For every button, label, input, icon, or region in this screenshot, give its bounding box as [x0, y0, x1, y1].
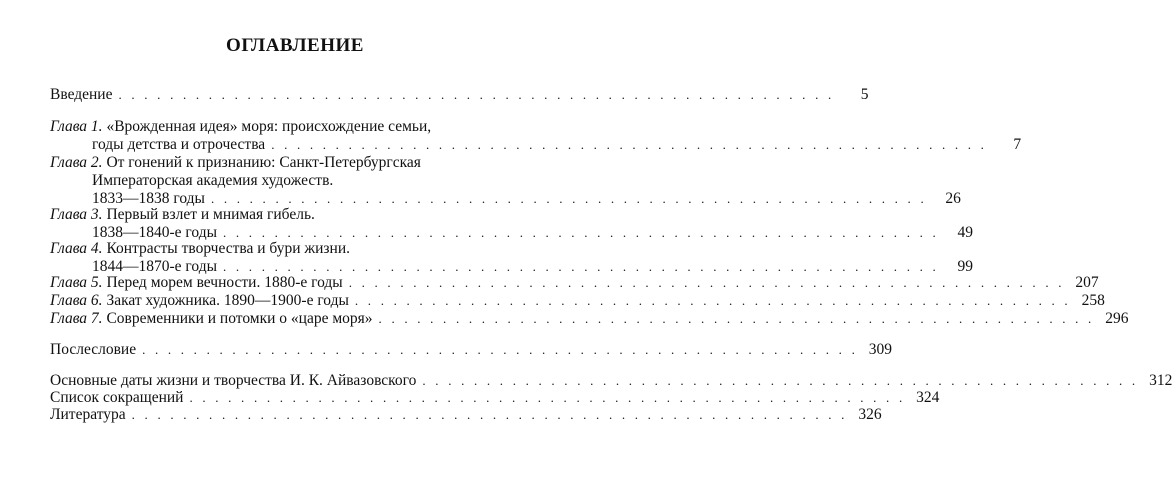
page-number: 26 — [945, 190, 961, 207]
page-number: 296 — [1105, 310, 1129, 327]
toc-entry-title-continued: 1833—1838 годы — [92, 190, 205, 207]
chapter-label: Глава 5. — [50, 274, 103, 291]
toc-entry-abbreviations[interactable] — [50, 389, 940, 407]
toc-entry-title: Контрасты творчества и бури жизни. — [106, 240, 350, 257]
toc-entry-title-continued: 1844—1870-е годы — [92, 258, 217, 275]
page-number: 326 — [858, 406, 882, 423]
dot-leader: . . . . . . . . . . . . . . . . . . . . . . . . . . . . . . . . . . . . . . . . . . . . . . . . . . . . . . . . — [348, 275, 1065, 290]
dot-leader: . . . . . . . . . . . . . . . . . . . . . . . . . . . . . . . . . . . . . . . . . . . . . . . . . . . . . . . . — [378, 311, 1095, 326]
toc-entry-title: «Врожденная идея» моря: происхождение семьи, — [106, 118, 432, 135]
page-number: 5 — [860, 86, 869, 103]
toc-entry-title: Перед морем вечности. 1880-е годы — [106, 274, 343, 291]
chapter-label: Глава 7. — [50, 310, 103, 327]
dot-leader: . . . . . . . . . . . . . . . . . . . . . . . . . . . . . . . . . . . . . . . . . . . . . . . . . . . . . . . . — [131, 407, 848, 422]
toc-entry-chapter-3[interactable] — [50, 206, 973, 242]
dot-leader: . . . . . . . . . . . . . . . . . . . . . . . . . . . . . . . . . . . . . . . . . . . . . . . . . . . . . . . . — [189, 390, 906, 405]
page-number: 258 — [1081, 292, 1105, 309]
dot-leader: . . . . . . . . . . . . . . . . . . . . . . . . . . . . . . . . . . . . . . . . . . . . . . . . . . . . . . . . — [118, 87, 835, 102]
dot-leader: . . . . . . . . . . . . . . . . . . . . . . . . . . . . . . . . . . . . . . . . . . . . . . . . . . . . . . . . — [142, 342, 859, 357]
toc-entry-chapter-6[interactable] — [50, 292, 1105, 310]
page-number: 99 — [957, 258, 973, 275]
chapter-label: Глава 2. — [50, 154, 103, 171]
toc-entry-literature[interactable] — [50, 406, 882, 424]
chapter-label: Глава 4. — [50, 240, 103, 257]
page-number: 7 — [1013, 136, 1022, 153]
page-title: ОГЛАВЛЕНИЕ — [226, 35, 364, 56]
toc-entry-chapter-4[interactable] — [50, 240, 973, 276]
page-number: 309 — [868, 341, 893, 358]
toc-entry-chapter-2[interactable] — [50, 154, 961, 208]
dot-leader: . . . . . . . . . . . . . . . . . . . . . . . . . . . . . . . . . . . . . . . . . . . . . . . . . . . . . . . . — [223, 225, 939, 240]
chapter-label: Глава 1. — [50, 118, 103, 135]
page-number: 49 — [957, 224, 973, 241]
dot-leader: . . . . . . . . . . . . . . . . . . . . . . . . . . . . . . . . . . . . . . . . . . . . . . . . . . . . . . . . — [210, 191, 927, 206]
toc-entry-title: Введение — [50, 86, 113, 103]
toc-entry-title: Литература — [50, 406, 126, 423]
toc-entry-chapter-7[interactable] — [50, 310, 1129, 328]
toc-entry-title-continued: 1838—1840-е годы — [92, 224, 217, 241]
toc-entry-intro[interactable] — [50, 86, 869, 104]
toc-entry-title-continued: Императорская академия художеств. — [92, 172, 334, 189]
toc-entry-title: Список сокращений — [50, 389, 184, 406]
chapter-label: Глава 6. — [50, 292, 103, 309]
dot-leader: . . . . . . . . . . . . . . . . . . . . . . . . . . . . . . . . . . . . . . . . . . . . . . . . . . . . . . . . — [354, 293, 1071, 308]
toc-entry-title: Закат художника. 1890—1900-е годы — [106, 292, 349, 309]
toc-entry-title: Основные даты жизни и творчества И. К. Айвазовского — [50, 372, 417, 389]
toc-entry-title: Первый взлет и мнимая гибель. — [106, 206, 315, 223]
toc-entry-chapter-5[interactable] — [50, 274, 1099, 292]
toc-entry-key-dates[interactable] — [50, 372, 1172, 390]
toc-entry-title-continued: годы детства и отрочества — [92, 136, 266, 153]
toc-entry-title: От гонений к признанию: Санкт-Петербургская — [106, 154, 421, 171]
toc-entry-title: Современники и потомки о «царе моря» — [106, 310, 373, 327]
toc-entry-chapter-1[interactable] — [50, 118, 1022, 154]
page-number: 312 — [1149, 372, 1172, 389]
page-number: 324 — [916, 389, 940, 406]
toc-entry-afterword[interactable] — [50, 341, 893, 359]
chapter-label: Глава 3. — [50, 206, 103, 223]
dot-leader: . . . . . . . . . . . . . . . . . . . . . . . . . . . . . . . . . . . . . . . . . . . . . . . . . . . . . . . . — [223, 259, 939, 274]
toc-entry-title: Послесловие — [50, 341, 137, 358]
dot-leader: . . . . . . . . . . . . . . . . . . . . . . . . . . . . . . . . . . . . . . . . . . . . . . . . . . . . . . . . — [422, 373, 1139, 388]
dot-leader: . . . . . . . . . . . . . . . . . . . . . . . . . . . . . . . . . . . . . . . . . . . . . . . . . . . . . . . . — [271, 137, 988, 152]
page-number: 207 — [1075, 274, 1099, 291]
